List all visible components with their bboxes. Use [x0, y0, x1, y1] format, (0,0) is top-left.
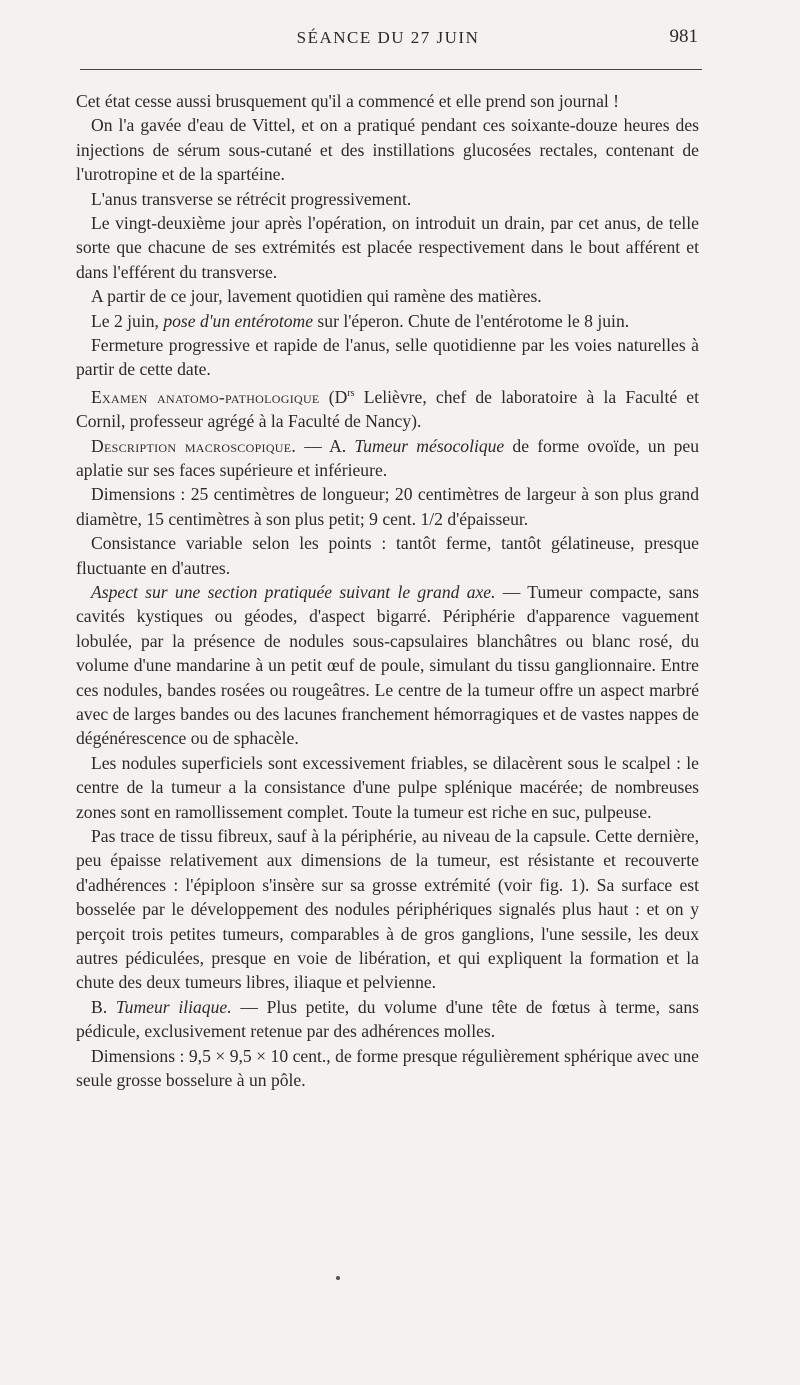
paragraph	[76, 309, 699, 333]
text-run: de forme ovoïde, un peu aplatie sur ses faces supérieure et inférieure.	[76, 435, 699, 480]
text-run: — Tumeur compacte, sans cavités kystiques ou géodes, d'aspect bigarré. Périphérie d'apparence vaguement lobulée, par la présence de nodules sous-capsulaires blanchâtres ou blanc rosé, du volume d'une mandarine à un petit œuf de poule, simulant du tissu ganglionnaire. Entre ces nodules, bandes rosées ou rougeâtres. Le centre de la tumeur offre un aspect marbré avec de larges bandes ou des lacunes franchement hémorragiques et de vastes nappes de dégénérescence ou de sphacèle.	[76, 581, 700, 749]
paragraph: L'anus transverse se rétrécit progressivement.	[91, 188, 412, 209]
text-run: sur l'éperon. Chute de l'entérotome le 8 juin.	[313, 310, 630, 331]
page-number: 981	[669, 26, 698, 47]
text-run: Le 2 juin,	[91, 310, 164, 331]
italic-run: Tumeur mésocolique	[354, 435, 505, 456]
paragraph: Le vingt-deuxième jour après l'opération, on introduit un drain, par cet anus, de telle sorte que chacune de ses extrémités est placée respectivement dans le bout afférent et dans l'efférent du transverse.	[76, 213, 699, 282]
paragraph: Pas trace de tissu fibreux, sauf à la périphérie, au niveau de la capsule. Cette dernière, peu épaisse relativement aux dimensions de la tumeur, est résistante et recouverte d'adhérences : l'épiploon s'insère sur sa grosse extrémité (voir fig. 1). Sa surface est bosselée par le développement des nodules périphériques signalés plus haut : et on y perçoit trois petites tumeurs, comparables à de gros ganglions, l'une sessile, les deux autres pédiculées, presque en voie de libération, et qui expliquent la formation et la chute des deux tumeurs libres, iliaque et pelvienne.	[76, 826, 699, 993]
superscript: rs	[347, 387, 355, 399]
body-text	[76, 89, 699, 1093]
header-rule	[80, 69, 702, 70]
paragraph	[76, 434, 699, 483]
paragraph: On l'a gavée d'eau de Vittel, et on a pratiqué pendant ces soixante-douze heures des injections de sérum sous-cutané et des instillations glucosées rectales, contenant de l'urotropine et de la spartéine.	[76, 115, 699, 185]
paragraph: Dimensions : 25 centimètres de longueur; 20 centimètres de largeur à son plus grand diamètre, 15 centimètres à son plus petit; 9 cent. 1/2 d'épaisseur.	[76, 484, 699, 529]
paragraph: A partir de ce jour, lavement quotidien qui ramène des matières.	[91, 286, 542, 307]
paragraph	[76, 382, 699, 434]
small-caps-heading: Examen anatomo-pathologique	[91, 386, 320, 407]
italic-run: pose d'un entérotome	[163, 310, 314, 331]
print-speck	[336, 1276, 340, 1280]
italic-run: Tumeur iliaque.	[115, 996, 232, 1017]
paragraph	[76, 995, 699, 1044]
paragraph: Cet état cesse aussi brusquement qu'il a commencé et elle prend son journal !	[76, 91, 620, 111]
text-run: — A.	[296, 435, 355, 456]
small-caps-heading: Description macroscopique.	[91, 435, 297, 456]
paragraph: Fermeture progressive et rapide de l'anus, selle quotidienne par les voies naturelles à partir de cette date.	[76, 335, 699, 380]
text-run: (D	[319, 386, 348, 407]
paragraph: Les nodules superficiels sont excessivement friables, se dilacèrent sous le scalpel : le centre de la tumeur a la consistance d'une pulpe splénique macérée; de nombreuses zones sont en ramollissement complet. Toute la tumeur est riche en suc, pulpeuse.	[76, 752, 699, 822]
text-run: B.	[91, 996, 116, 1017]
page-header	[78, 26, 698, 62]
paragraph: Consistance variable selon les points : tantôt ferme, tantôt gélatineuse, presque fluctuante en d'autres.	[76, 533, 699, 578]
text-run: — Plus petite, du volume d'une tête de fœtus à terme, sans pédicule, exclusivement retenue par des adhérences molles.	[76, 996, 699, 1042]
text-run: Lelièvre, chef de laboratoire à la Faculté et Cornil, professeur agrégé à la Faculté de Nancy).	[76, 386, 700, 432]
italic-run: Aspect sur une section pratiquée suivant le grand axe.	[91, 581, 496, 602]
paragraph	[76, 580, 699, 751]
paragraph: Dimensions : 9,5 × 9,5 × 10 cent., de forme presque régulièrement sphérique avec une seule grosse bosselure à un pôle.	[76, 1045, 699, 1091]
running-head: SÉANCE DU 27 JUIN	[296, 28, 480, 47]
